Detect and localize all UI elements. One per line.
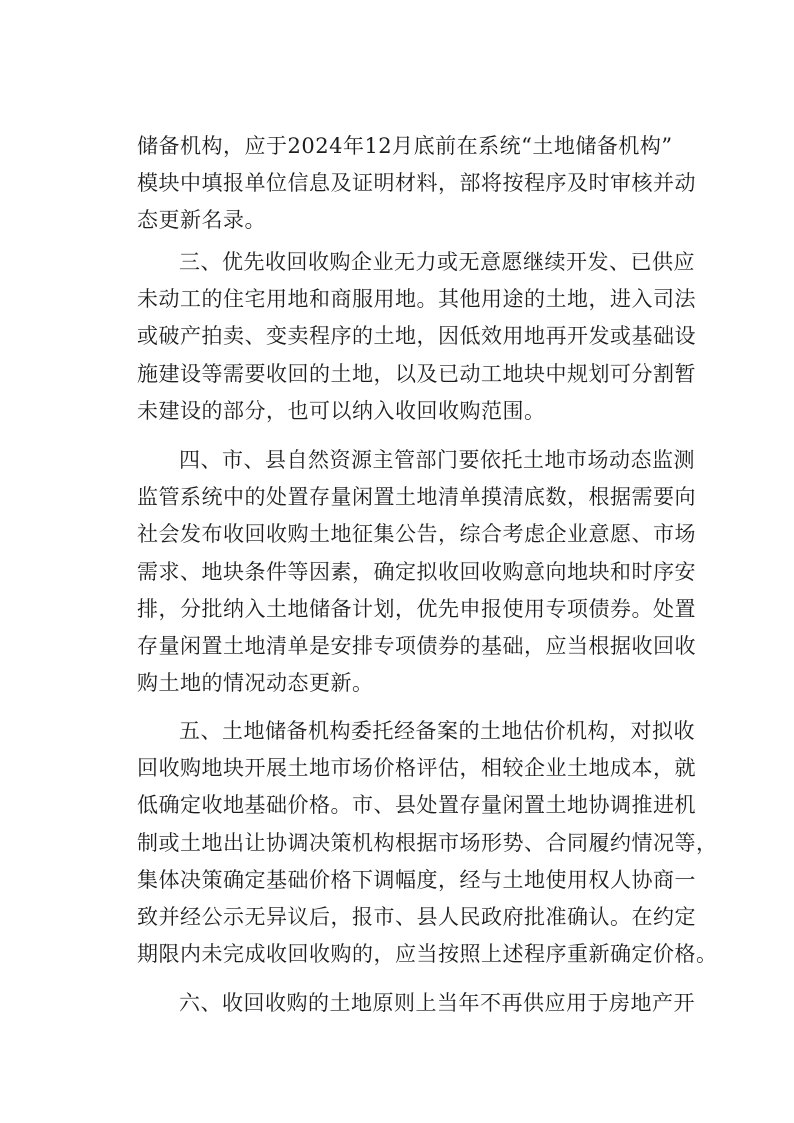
text-line: 五、土地储备机构委托经备案的土地估价机构，对拟收 — [179, 719, 695, 743]
text-line: 集体决策确定基础价格下调幅度，经与土地使用权人协商一 — [137, 867, 696, 892]
paragraph-item-six — [137, 985, 695, 1022]
text-line: 三、优先收回收购企业无力或无意愿继续开发、已供应 — [179, 250, 695, 274]
text-line: 未动工的住宅用地和商服用地。其他用途的土地，进入司法 — [137, 287, 696, 312]
text-line: 需求、地块条件等因素，确定拟收回收购意向地块和时序安 — [137, 559, 696, 584]
text-line: 未建设的部分，也可以纳入收回收购范围。 — [137, 398, 546, 423]
paragraph-item-four — [137, 442, 696, 702]
text-line: 社会发布收回收购土地征集公告，综合考虑企业意愿、市场 — [137, 522, 696, 547]
text-line: 排，分批纳入土地储备计划，优先申报使用专项债券。处置 — [137, 596, 696, 621]
paragraph-item-five — [137, 713, 718, 973]
text-line: 期限内未完成收回收购的，应当按照上述程序重新确定价格。 — [137, 942, 718, 967]
text-line: 存量闲置土地清单是安排专项债券的基础，应当根据收回收 — [137, 633, 696, 658]
text-line: 六、收回收购的土地原则上当年不再供应用于房地产开 — [179, 991, 695, 1015]
text-line: 致并经公示无异议后，报市、县人民政府批准确认。在约定 — [137, 904, 696, 929]
text-line: 态更新名录。 — [137, 208, 266, 233]
text-line: 监管系统中的处置存量闲置土地清单摸清底数，根据需要向 — [137, 485, 696, 510]
text-line: 或破产拍卖、变卖程序的土地，因低效用地再开发或基础设 — [137, 324, 696, 349]
text-line: 模块中填报单位信息及证明材料，部将按程序及时审核并动 — [137, 171, 696, 196]
text-line: 回收购地块开展土地市场价格评估，相较企业土地成本，就 — [137, 756, 696, 781]
text-line: 四、市、县自然资源主管部门要依托土地市场动态监测 — [179, 448, 695, 472]
paragraph-item-three — [137, 244, 696, 430]
text-line: 低确定收地基础价格。市、县处置存量闲置土地协调推进机 — [137, 793, 696, 818]
text-line: 制或土地出让协调决策机构根据市场形势、合同履约情况等， — [137, 830, 718, 855]
paragraph-storage-agency — [137, 128, 696, 240]
text-line: 购土地的情况动态更新。 — [137, 671, 374, 696]
text-line: 施建设等需要收回的土地，以及已动工地块中规划可分割暂 — [137, 361, 696, 386]
text-line: 储备机构，应于2024年12月底前在系统“土地储备机构” — [137, 134, 673, 158]
